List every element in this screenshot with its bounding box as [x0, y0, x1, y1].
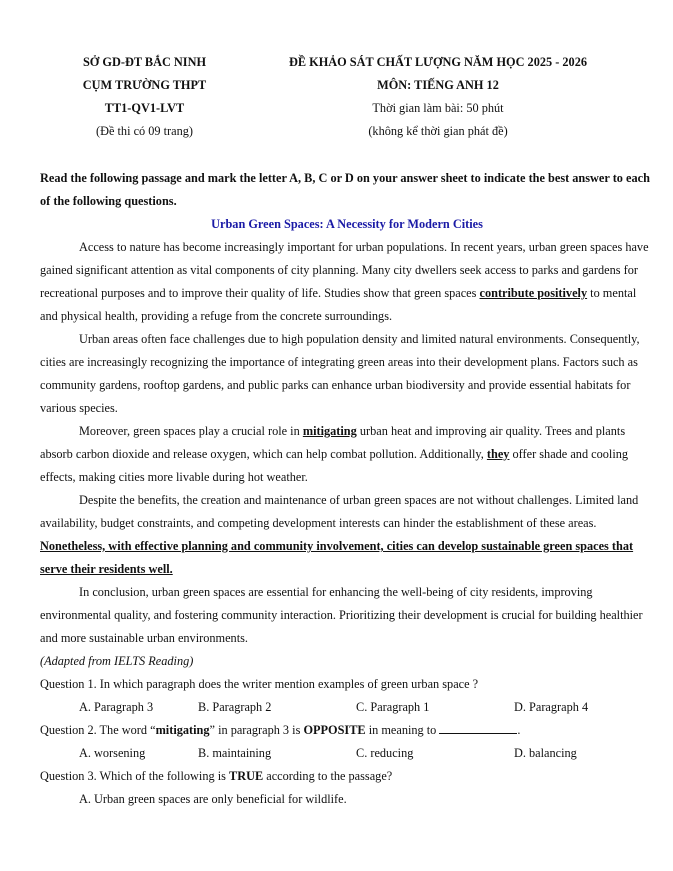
q2-text-b: ” in paragraph 3 is: [209, 723, 304, 737]
q2-text-d: .: [517, 723, 521, 737]
school-cluster: CỤM TRƯỜNG THPT: [82, 78, 207, 92]
q1-option-b[interactable]: B. Paragraph 2: [198, 700, 272, 714]
paragraph-4: [40, 489, 654, 581]
q1-option-c[interactable]: C. Paragraph 1: [356, 700, 430, 714]
q2-option-c[interactable]: C. reducing: [356, 746, 414, 760]
underlined-sentence-nonetheless: Nonetheless, with effective planning and community involvement, cities can develop sustainable green spaces that serve their residents well.: [40, 539, 634, 576]
underlined-phrase-contribute: contribute positively: [479, 286, 588, 300]
passage-title: Urban Green Spaces: A Necessity for Modern Cities: [211, 217, 483, 231]
underlined-word-mitigating: mitigating: [302, 424, 357, 438]
header-left: [52, 54, 237, 146]
q3-option-a[interactable]: A. Urban green spaces are only beneficial for wildlife.: [79, 792, 347, 806]
paragraph-1-text-b: to mental and physical health, providing a refuge from the concrete surroundings.: [40, 286, 637, 323]
paragraph-3-text-c: offer shade and cooling effects, making cities more livable during hot weather.: [40, 447, 629, 484]
q2-option-b[interactable]: B. maintaining: [198, 746, 272, 760]
q2-text-a: Question 2. The word “: [40, 723, 156, 737]
paragraph-1: [40, 236, 654, 328]
q2-option-a[interactable]: A. worsening: [79, 746, 146, 760]
q1-option-a[interactable]: A. Paragraph 3: [79, 700, 154, 714]
paragraph-3-text-a: Moreover, green spaces play a crucial role in: [79, 424, 303, 438]
department-name: SỞ GD-ĐT BẮC NINH: [82, 55, 207, 69]
question-2: [40, 719, 654, 742]
exam-title: ĐỀ KHẢO SÁT CHẤT LƯỢNG NĂM HỌC 2025 - 2026: [289, 55, 587, 69]
school-code: TT1-QV1-LVT: [104, 101, 185, 115]
instruction: Read the following passage and mark the letter A, B, C or D on your answer sheet to indicate the best answer to each of the following questions.: [40, 171, 650, 208]
exam-body: [40, 167, 654, 811]
duration-note: (không kể thời gian phát đề): [368, 124, 508, 138]
q1-option-d[interactable]: D. Paragraph 4: [514, 700, 589, 714]
paragraph-3-text-b: urban heat and improving air quality. Trees and plants absorb carbon dioxide and release oxygen, which can help combat pollution. Additionally,: [40, 424, 626, 461]
q2-text-c: in meaning to: [365, 723, 440, 737]
q3-text-b: according to the passage?: [263, 769, 393, 783]
question-3: [40, 765, 654, 788]
question-1: Question 1. In which paragraph does the writer mention examples of green urban space ?: [40, 677, 479, 691]
answer-blank: [439, 721, 517, 734]
q2-keyword: mitigating: [155, 723, 210, 737]
question-1-options: [40, 696, 654, 719]
paragraph-1-text-a: Access to nature has become increasingly important for urban populations. In recent years, urban green spaces have gained significant attention as vital components of city planning. Many city dwellers seek access to parks and gardens for recreational purposes and to improve their quality of life. Studies show that green spaces: [40, 240, 649, 300]
question-2-options: [40, 742, 654, 765]
paragraph-5: In conclusion, urban green spaces are essential for enhancing the well-being of city residents, improving environmental quality, and fostering community interaction. Prioritizing their development is crucial for building healthier and more sustainable urban environments.: [40, 585, 643, 645]
duration: Thời gian làm bài: 50 phút: [372, 101, 504, 115]
paragraph-2: Urban areas often face challenges due to high population density and limited natural environments. Consequently, cities are increasingly recognizing the importance of integrating green areas into their development plans. Factors such as community gardens, rooftop gardens, and public parks can enhance urban biodiversity and provide essential habitats for various species.: [40, 332, 640, 415]
q2-emphasis: OPPOSITE: [303, 723, 366, 737]
underlined-word-they: they: [486, 447, 510, 461]
paragraph-4-text-a: Despite the benefits, the creation and maintenance of urban green spaces are not without challenges. Limited land availability, budget constraints, and competing development interests can hinder the establishment of these areas.: [40, 493, 639, 530]
page-count-note: (Đề thi có 09 trang): [96, 124, 193, 138]
paragraph-3: [40, 420, 654, 489]
q3-emphasis: TRUE: [229, 769, 264, 783]
q3-text-a: Question 3. Which of the following is: [40, 769, 229, 783]
passage-source: (Adapted from IELTS Reading): [40, 654, 194, 668]
q2-option-d[interactable]: D. balancing: [514, 746, 577, 760]
header-right: [258, 54, 618, 146]
subject: MÔN: TIẾNG ANH 12: [377, 78, 499, 92]
